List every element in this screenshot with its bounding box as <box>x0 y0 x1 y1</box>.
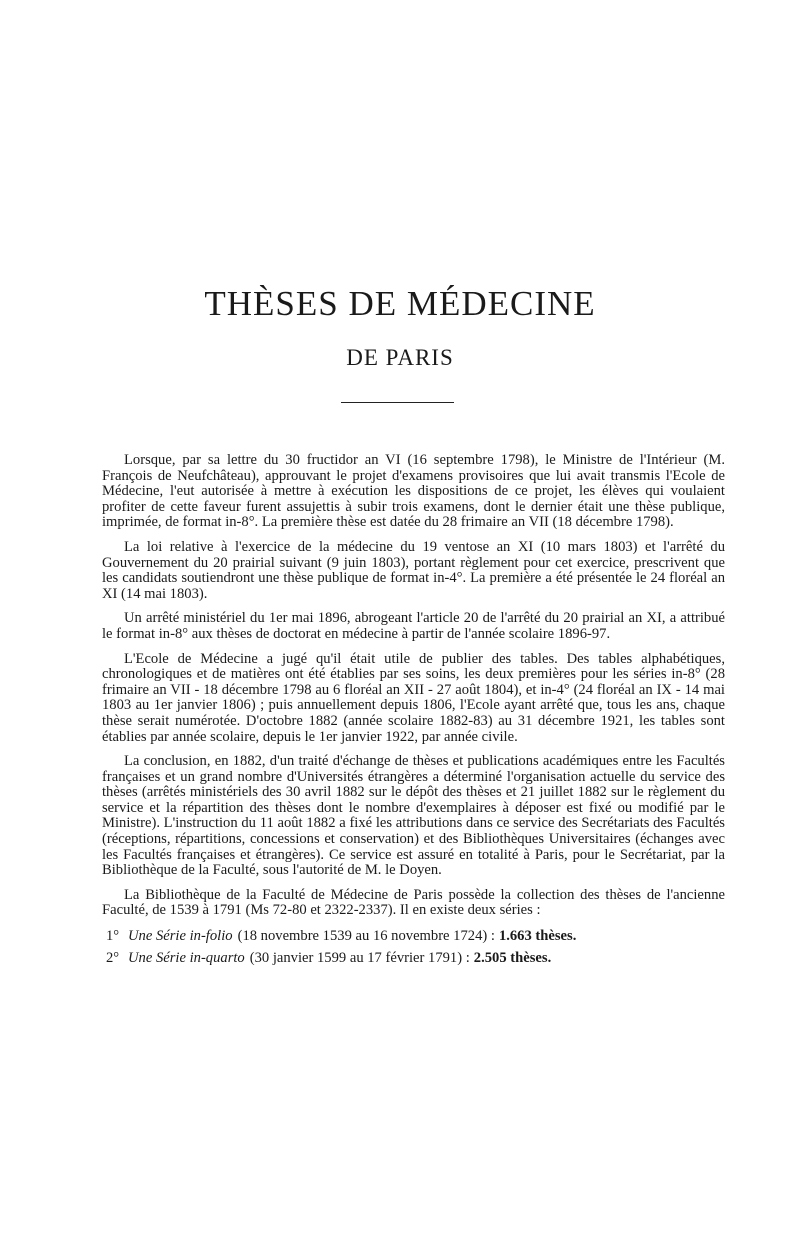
series-number: 1° <box>106 928 120 945</box>
series-title: Une Série in-quarto <box>128 950 245 967</box>
page-title: THÈSES DE MÉDECINE <box>204 284 596 323</box>
body-text <box>102 453 725 972</box>
paragraph: La conclusion, en 1882, d'un traité d'échange de thèses et publications académiques entre les Facultés françaises et un grand nombre d'Universités étrangères a déterminé l'organisation actuelle du service des thèses (arrêtés ministériels des 30 avril 1882 sur le dépôt des thèses et 21 juillet 1882 sur le règlement du service et la répartition des thèses dont le nombre d'exemplaires à déposer est fixé ou modifié par le Ministre). L'instruction du 11 août 1882 a fixé les attributions dans ce service des Secrétariats des Facultés (réceptions, répartitions, concessions et conservation) et des Bibliothèques Universitaires (échanges avec les Facultés françaises et étrangères). Ce service est assuré en totalité à Paris, pour le Secrétariat, par la Bibliothèque de la Faculté, sous l'autorité de M. le Doyen. <box>102 753 725 879</box>
series-item <box>102 950 725 966</box>
paragraph: L'Ecole de Médecine a jugé qu'il était utile de publier des tables. Des tables alphabétiques, chronologiques et de matières ont été établies par ses soins, les deux premières pour les séries in-8° (28 frimaire an VII - 18 décembre 1798 au 6 floréal an XII - 27 août 1804), et in-4° (24 floréal an IX - 14 mai 1803 au 1er janvier 1806) ; puis annuellement depuis 1806, l'Ecole ayant arrêté que, tous les ans, chaque thèse serait numérotée. D'octobre 1882 (année scolaire 1882-83) au 31 décembre 1921, les tables sont établies par année scolaire, depuis le 1er janvier 1922, par année civile. <box>102 650 725 745</box>
paragraph: La Bibliothèque de la Faculté de Médecine de Paris possède la collection des thèses de l'ancienne Faculté, de 1539 à 1791 (Ms 72-80 et 2322-2337). Il en existe deux séries : <box>102 886 725 919</box>
paragraph: Lorsque, par sa lettre du 30 fructidor an VI (16 septembre 1798), le Ministre de l'Intérieur (M. François de Neufchâteau), approuvant le projet d'examens provisoires que lui avait transmis l'Ecole de Médecine, l'eut autorisée à mettre à exécution les dispositions de ce projet, les élèves qui voulaient profiter de cette faveur furent assujettis à subir trois examens, dont le dernier était une thèse publique, imprimée, de format in-8°. La première thèse est datée du 28 frimaire an VII (18 décembre 1798). <box>102 452 725 531</box>
series-dates: (30 janvier 1599 au 17 février 1791) : <box>249 950 470 967</box>
series-title: Une Série in-folio <box>128 928 233 945</box>
series-count: 2.505 thèses. <box>473 950 552 967</box>
paragraph: La loi relative à l'exercice de la médecine du 19 ventose an XI (10 mars 1803) et l'arrêté du Gouvernement du 20 prairial suivant (9 juin 1803), portant règlement pour cet exercice, prescrivent que les candidats soutiendront une thèse publique de format in-4°. La première a été présentée le 24 floréal an XI (14 mai 1803). <box>102 538 725 602</box>
series-number: 2° <box>106 950 120 967</box>
series-dates: (18 novembre 1539 au 16 novembre 1724) : <box>237 928 495 945</box>
series-item <box>102 928 725 944</box>
title-divider <box>341 402 454 403</box>
series-count: 1.663 thèses. <box>498 928 577 945</box>
page-subtitle: DE PARIS <box>346 345 454 370</box>
paragraph: Un arrêté ministériel du 1er mai 1896, abrogeant l'article 20 de l'arrêté du 20 prairial an XI, a attribué le format in-8° aux thèses de doctorat en médecine à partir de l'année scolaire 1896-97. <box>102 610 725 642</box>
